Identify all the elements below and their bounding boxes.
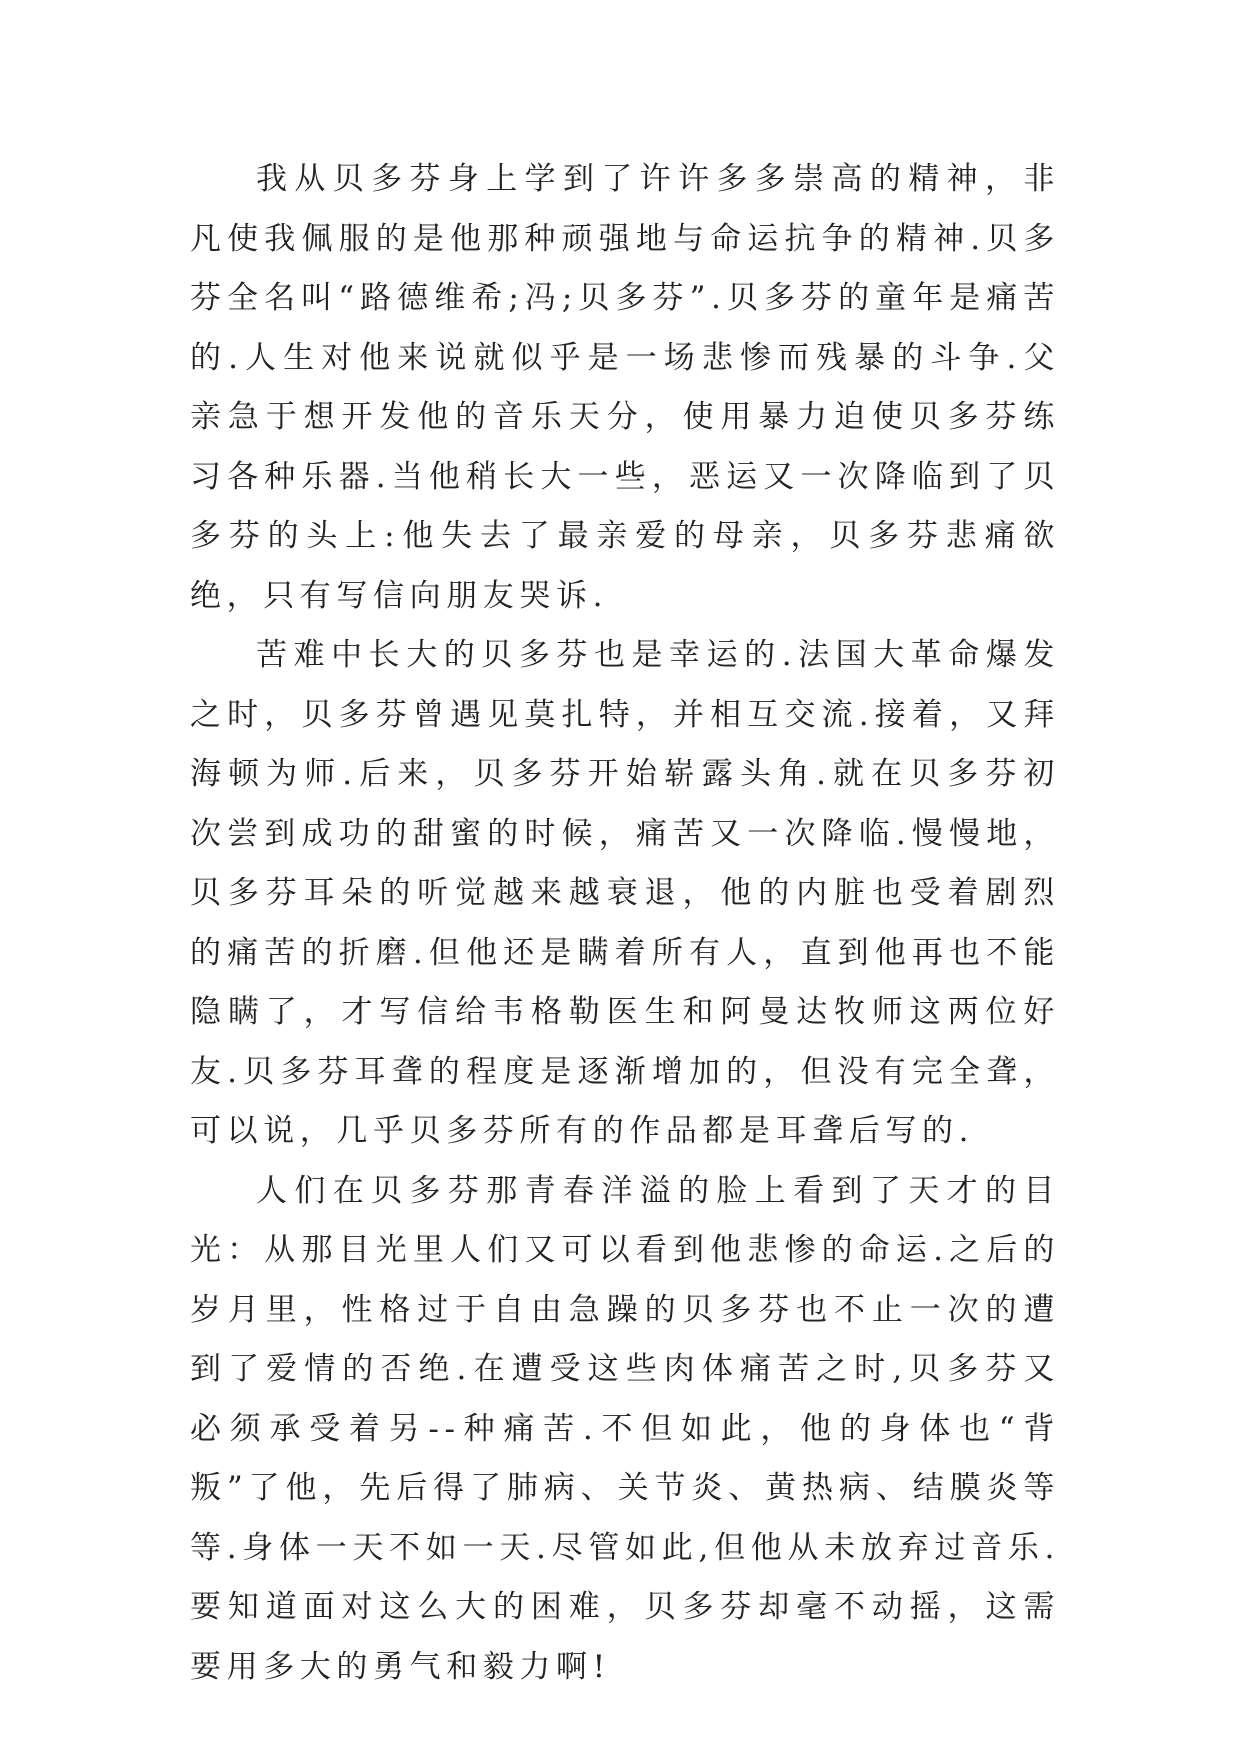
paragraph-2: 苦难中长大的贝多芬也是幸运的.法国大革命爆发之时，贝多芬曾遇见莫扎特，并相互交流.接着，又拜海顿为师.后来，贝多芬开始崭露头角.就在贝多芬初次尝到成功的甜蜜的时候，痛苦又一次降临.慢慢地，贝多芬耳朵的听觉越来越衰退，他的内脏也受着剧烈的痛苦的折磨.但他还是瞒着所有人，直到他再也不能隐瞒了，才写信给韦格勒医生和阿曼达牧师这两位好友.贝多芬耳聋的程度是逐渐增加的，但没有完全聋，可以说，几乎贝多芬所有的作品都是耳聋后写的. [190,637,1060,1149]
paragraph-1: 我从贝多芬身上学到了许许多多崇高的精神，非凡使我佩服的是他那种顽强地与命运抗争的精神.贝多芬全名叫“路德维希;冯;贝多芬”.贝多芬的童年是痛苦的.人生对他来说就似乎是一场悲惨而残暴的斗争.父亲急于想开发他的音乐天分，使用暴力迫使贝多芬练习各种乐器.当他稍长大一些，恶运又一次降临到了贝多芬的头上:他失去了最亲爱的母亲，贝多芬悲痛欲绝，只有写信向朋友哭诉. [190,161,1060,614]
document-body [190,150,1060,1697]
paragraph-3: 人们在贝多芬那青春洋溢的脸上看到了天才的目光：从那目光里人们又可以看到他悲惨的命运.之后的岁月里，性格过于自由急躁的贝多芬也不止一次的遭到了爱情的否绝.在遭受这些肉体痛苦之时,贝多芬又必须承受着另--种痛苦.不但如此，他的身体也“背叛”了他，先后得了肺病、关节炎、黄热病、结膜炎等等.身体一天不如一天.尽管如此,但他从未放弃过音乐.要知道面对这么大的困难，贝多芬却毫不动摇，这需要用多大的勇气和毅力啊! [190,1172,1060,1685]
